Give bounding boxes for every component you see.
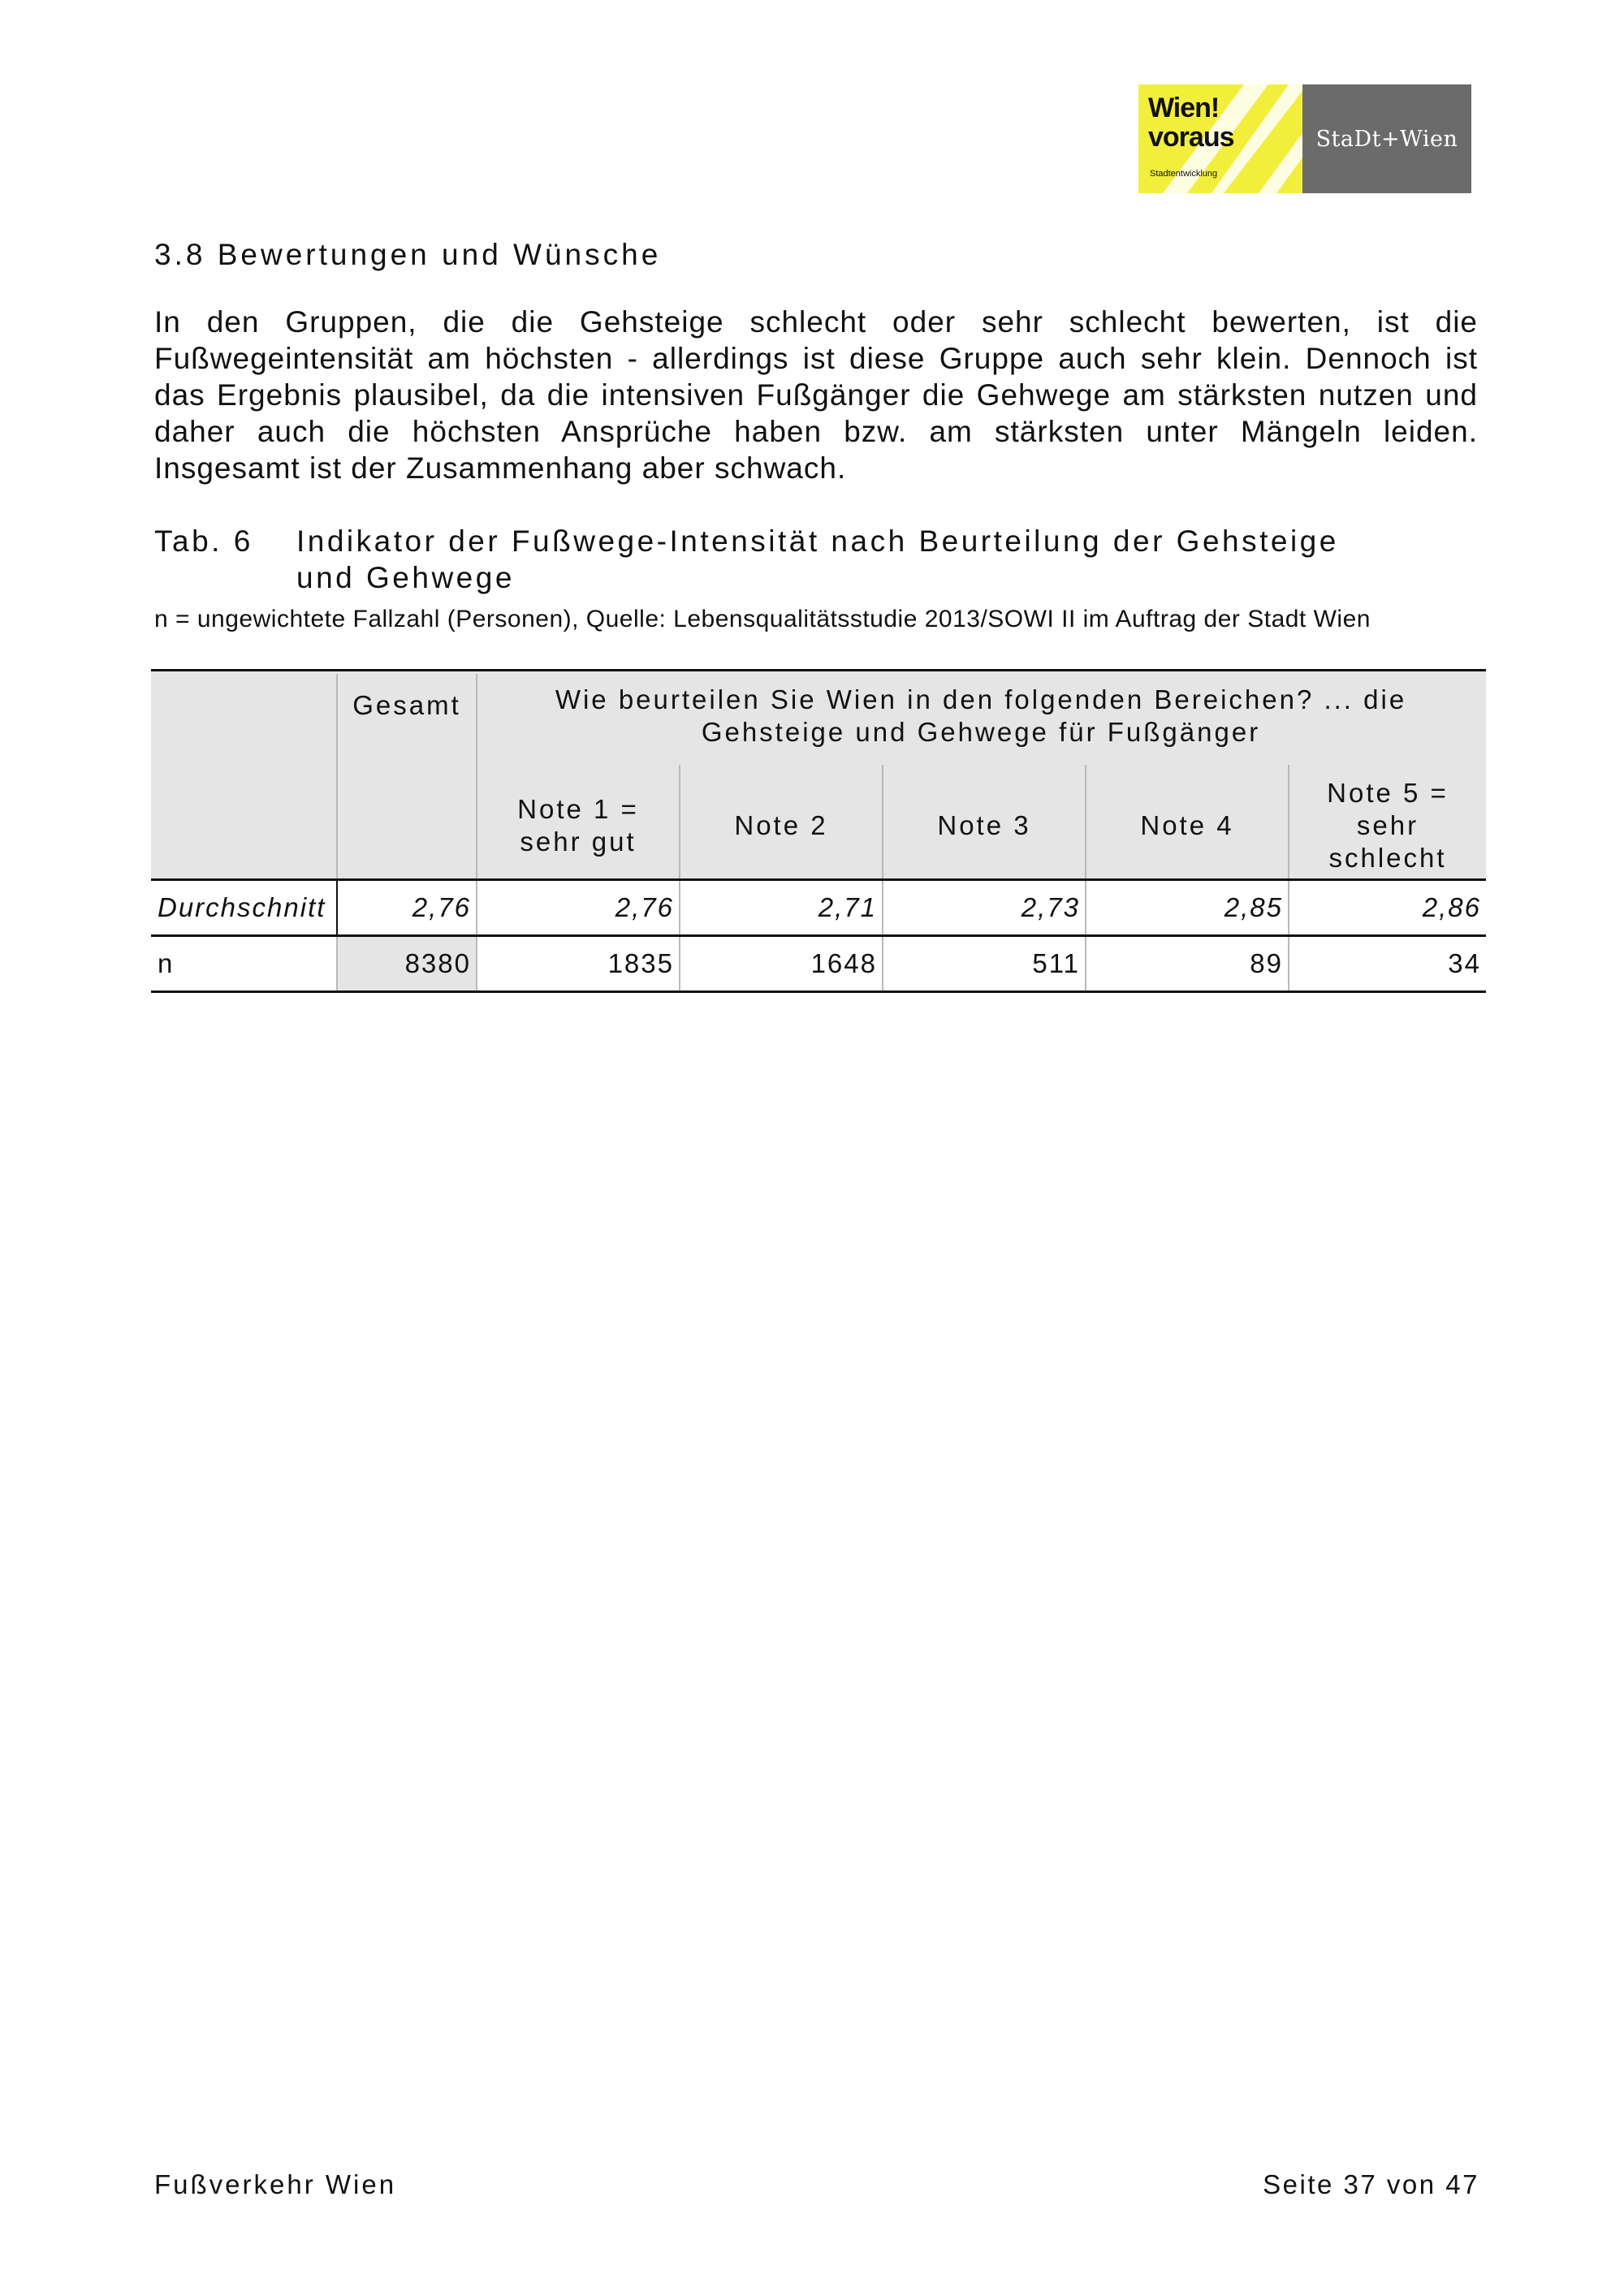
cell-note-3: 2,73 [1021,892,1080,922]
data-table [151,669,1486,990]
header-question: Wie beurteilen Sie Wien in den folgenden Bereichen? ... die Gehsteige und Gehwege für Fußgänger [555,684,1407,747]
header-gesamt: Gesamt [352,690,461,720]
wien-voraus-logo [1138,84,1302,193]
header-note-2: Note 2 [734,810,828,840]
header-note-5: Note 5 = sehr schlecht [1327,778,1449,873]
cell-note-4: 89 [1250,948,1283,978]
table-note: n = ungewichtete Fallzahl (Personen), Quelle: Lebensqualitätsstudie 2013/SOWI II im Auftrag der Stadt Wien [154,606,1371,632]
table-caption-label: Tab. 6 [154,524,253,558]
cell-note-5: 34 [1448,948,1481,978]
logo-wien-text: Wien! [1148,93,1220,123]
cell-gesamt: 8380 [338,937,476,990]
stadt-wien-text: StaDt+Wien [1315,126,1458,152]
cell-note-2: 1648 [810,948,877,978]
section-heading: 3.8 Bewertungen und Wünsche [154,238,662,271]
table-row [151,881,1486,934]
row-label: n [158,948,175,978]
cell-note-1: 1835 [607,948,674,978]
cell-note-2: 2,71 [818,892,877,922]
table-caption [154,523,1339,596]
cell-note-1: 2,76 [615,892,674,922]
stadt-wien-logo [1302,84,1471,193]
row-label: Durchschnitt [158,892,326,922]
header-note-4: Note 4 [1140,810,1234,840]
cell-note-5: 2,86 [1422,892,1481,922]
cell-note-4: 2,85 [1224,892,1283,922]
table-row [151,937,1486,990]
logo-voraus-text: voraus [1148,122,1234,153]
cell-note-3: 511 [1032,948,1080,978]
header-logos [1138,84,1471,193]
cell-gesamt: 2,76 [412,892,471,922]
body-paragraph: In den Gruppen, die die Gehsteige schlecht oder sehr schlecht bewerten, ist die Fußwegeintensität am höchsten - allerdings ist diese Gruppe auch sehr klein. Dennoch ist das Ergebnis plausibel, da die intensiven Fußgänger die Gehwege am stärksten nutzen und daher auch die höchsten Ansprüche haben bzw. am stärksten unter Mängeln leiden. Insgesamt ist der Zusammenhang aber schwach. [154,305,1478,485]
header-note-1: Note 1 = sehr gut [517,794,639,857]
table-caption-line1: Indikator der Fußwege-Intensität nach Beurteilung der Gehsteige [296,524,1339,558]
footer-page-number: Seite 37 von 47 [1263,2169,1479,2199]
table-caption-line2: und Gehwege [296,561,515,594]
header-note-3: Note 3 [937,810,1031,840]
logo-subtitle: Stadtentwicklung [1150,169,1218,179]
footer-title: Fußverkehr Wien [154,2169,397,2199]
